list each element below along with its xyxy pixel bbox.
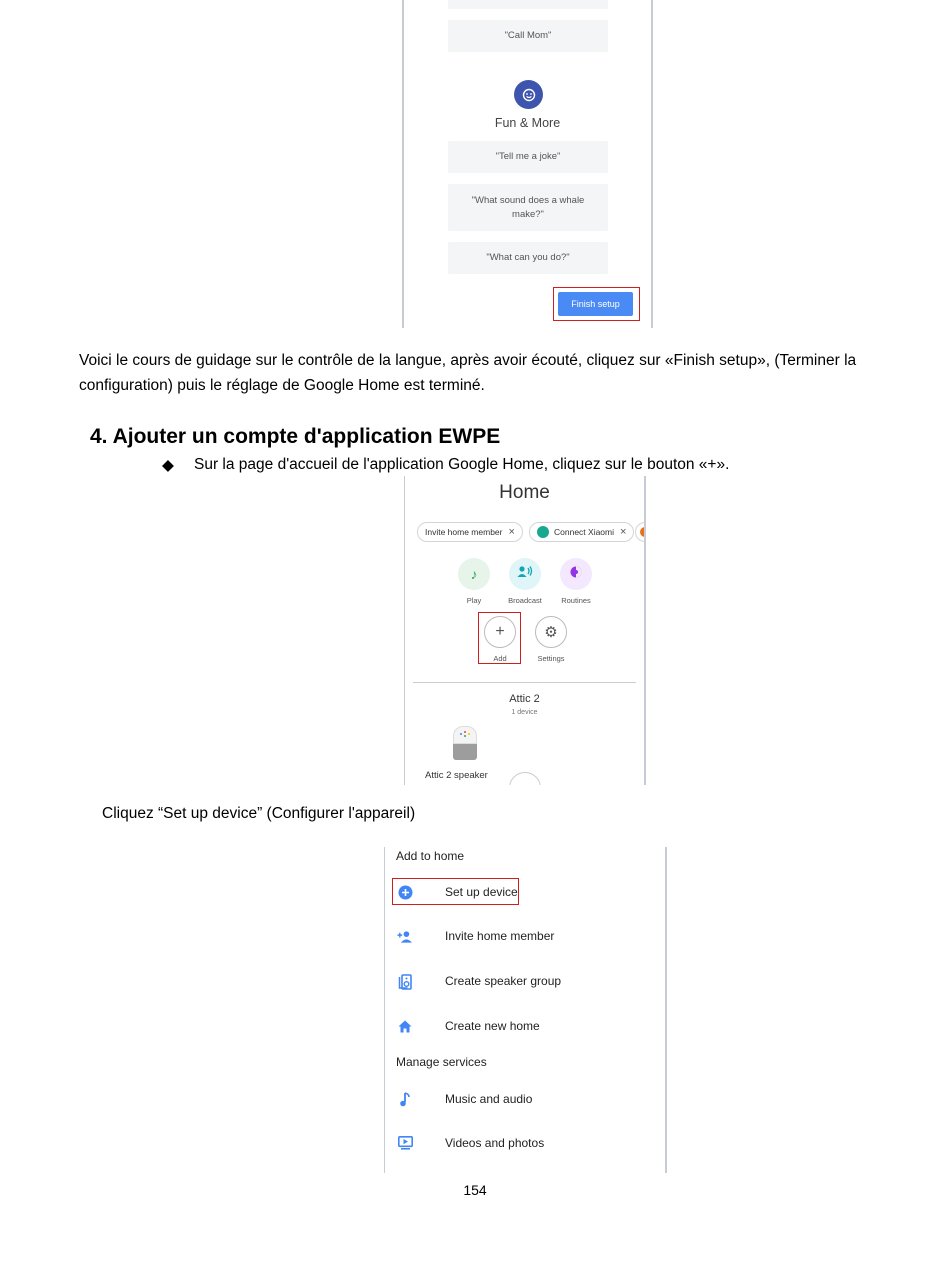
add-circle-icon: [397, 884, 413, 900]
suggestion-card[interactable]: "What sound does a whale make?": [448, 184, 608, 231]
chip-connect-xiaomi[interactable]: [529, 522, 634, 542]
page-number: 154: [463, 1182, 487, 1198]
room-device-count: 1 device: [511, 709, 538, 716]
chip-label: Connect Xiaomi: [554, 527, 615, 537]
section-heading: 4. Ajouter un compte d'application EWPE: [90, 425, 501, 448]
bullet-text: Sur la page d'accueil de l'application Google Home, cliquez sur le bouton «+».: [194, 456, 730, 473]
plus-icon: +: [495, 623, 505, 640]
partial-circle-button[interactable]: [509, 772, 541, 785]
close-icon[interactable]: ×: [508, 526, 515, 538]
add-label: Add: [493, 654, 507, 663]
finish-setup-screenshot: [402, 0, 653, 328]
broadcast-button[interactable]: [509, 558, 541, 590]
video-player-icon: [397, 1135, 413, 1151]
gear-icon: ⚙: [544, 624, 558, 641]
room-name: Attic 2: [509, 693, 540, 705]
settings-button[interactable]: [535, 616, 567, 648]
section-title: Fun & More: [494, 116, 561, 130]
add-to-home-screenshot: [384, 847, 667, 1173]
menu-item-music-and-audio[interactable]: Music and audio: [445, 1092, 533, 1106]
home-title: Home: [499, 482, 550, 503]
menu-item-invite-home-member[interactable]: Invite home member: [445, 929, 555, 943]
finish-setup-button[interactable]: Finish setup: [558, 292, 633, 316]
instruction-paragraph: Voici le cours de guidage sur le contrôle de la langue, après avoir écouté, cliquez sur «Finish setup», (Terminer la configuration) puis le réglage de Google Home est terminé.: [79, 352, 857, 394]
section-add-to-home: Add to home: [396, 849, 465, 863]
close-icon[interactable]: ×: [620, 526, 627, 538]
speaker-device-icon[interactable]: [453, 726, 477, 762]
suggestion-card-partial: [448, 0, 608, 9]
bullet-diamond-icon: ◆: [162, 457, 174, 474]
chip-partial[interactable]: [635, 522, 646, 542]
play-label: Play: [466, 596, 482, 605]
section-manage-services: Manage services: [396, 1055, 487, 1069]
divider: [413, 682, 636, 683]
highlight-box: [478, 612, 521, 664]
play-button[interactable]: [458, 558, 490, 590]
chip-invite-home-member[interactable]: [417, 522, 523, 542]
menu-item-videos-and-photos[interactable]: Videos and photos: [445, 1136, 545, 1150]
smiley-icon: [514, 80, 543, 109]
menu-item-set-up-device[interactable]: Set up device: [445, 885, 518, 899]
settings-label: Settings: [537, 654, 565, 663]
broadcast-label: Broadcast: [508, 596, 542, 605]
routines-icon: [569, 565, 583, 584]
xiaomi-icon: [537, 526, 549, 538]
chip-icon: [640, 527, 646, 537]
menu-item-create-speaker-group[interactable]: Create speaker group: [445, 974, 562, 988]
suggestion-card[interactable]: "What can you do?": [448, 242, 608, 274]
device-label: Attic 2 speaker: [425, 770, 488, 781]
music-note-icon: ♪: [470, 566, 478, 582]
speaker-group-icon: [397, 973, 413, 989]
instruction-caption: Cliquez “Set up device” (Configurer l'appareil): [102, 805, 416, 822]
suggestion-card[interactable]: "Call Mom": [448, 20, 608, 52]
home-icon: [397, 1018, 413, 1034]
routines-label: Routines: [561, 596, 591, 605]
chip-label: Invite home member: [425, 527, 503, 537]
suggestion-card[interactable]: "Tell me a joke": [448, 141, 608, 173]
google-home-screenshot: [404, 476, 646, 785]
music-note-icon: [397, 1091, 413, 1107]
routines-button[interactable]: [560, 558, 592, 590]
broadcast-icon: [517, 565, 533, 584]
person-add-icon: [397, 929, 413, 945]
menu-item-create-new-home[interactable]: Create new home: [445, 1019, 540, 1033]
